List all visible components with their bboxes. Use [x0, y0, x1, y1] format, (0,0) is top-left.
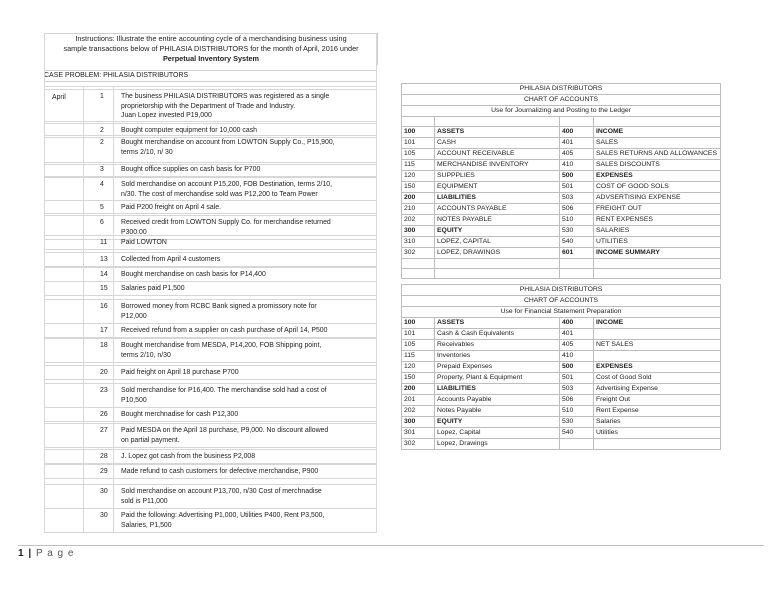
account-name: Lopez, Capital — [435, 428, 560, 439]
account-row — [402, 439, 721, 450]
row-divider — [44, 338, 376, 339]
account-code: 120 — [402, 171, 435, 182]
column-divider — [113, 86, 114, 533]
account-name: INCOME — [594, 318, 721, 329]
transaction-description: P10,500 — [121, 396, 147, 404]
row-divider — [44, 484, 376, 485]
account-name: SALES DISCOUNTS — [594, 160, 721, 171]
account-row — [402, 182, 721, 193]
transaction-description: Sold merchandise on account P15,200, FOB Destination, terms 2/10, — [121, 181, 333, 188]
transaction-description: Juan Lopez invested P19,000 — [121, 112, 212, 119]
account-code: 503 — [560, 193, 594, 204]
account-name: FREIGHT OUT — [594, 204, 721, 215]
account-name: RENT EXPENSES — [594, 215, 721, 226]
row-divider — [44, 508, 376, 509]
account-name: Receivables — [435, 340, 560, 351]
transaction-description: Paid MESDA on the April 18 purchase, P9,000. No discount allowed — [121, 427, 329, 434]
account-code: 100 — [402, 127, 435, 138]
account-code: 503 — [560, 384, 594, 395]
row-divider — [44, 464, 376, 465]
transaction-description: n/30. The cost of merchandise sold was P12,200 to Team Power — [121, 190, 318, 198]
row-divider — [44, 295, 376, 296]
account-code: 302 — [402, 248, 435, 259]
blank-row — [402, 259, 721, 269]
coa-ledger-title: CHART OF ACCOUNTS — [402, 95, 721, 106]
account-name: Advertising Expense — [594, 384, 721, 395]
account-code: 202 — [402, 406, 435, 417]
row-divider — [44, 252, 376, 253]
account-name: ACCOUNT RECEIVABLE — [435, 149, 560, 160]
account-code: 105 — [402, 340, 435, 351]
account-code: 300 — [402, 417, 435, 428]
account-code: 150 — [402, 182, 435, 193]
account-name — [594, 329, 721, 340]
account-code: 310 — [402, 237, 435, 248]
account-code: 120 — [402, 362, 435, 373]
transaction-description: proprietorship with the Department of Trade and Industry. — [121, 102, 296, 110]
account-row — [402, 395, 721, 406]
row-divider — [44, 365, 376, 366]
coa-ledger-company: PHILASIA DISTRIBUTORS — [402, 84, 721, 95]
account-name: MERCHANDISE INVENTORY — [435, 160, 560, 171]
account-name: Notes Payable — [435, 406, 560, 417]
account-code: 506 — [560, 204, 594, 215]
account-code: 410 — [560, 351, 594, 362]
account-code: 401 — [560, 138, 594, 149]
account-name: SUPPPLIES — [435, 171, 560, 182]
transaction-day: 29 — [100, 468, 108, 475]
month-label: April — [52, 94, 66, 101]
account-code: 501 — [560, 182, 594, 193]
account-code: 210 — [402, 204, 435, 215]
transaction-description: Paid freight on April 18 purchase P700 — [121, 369, 239, 376]
empty-cell — [435, 269, 560, 279]
account-name: COST OF GOOD SOLS — [594, 182, 721, 193]
account-code: 200 — [402, 193, 435, 204]
account-name — [594, 439, 721, 450]
transaction-day: 28 — [100, 453, 108, 460]
empty-cell — [435, 259, 560, 269]
account-name: Salaries — [594, 417, 721, 428]
transaction-description: Bought merchandise from MESDA, P14,200, FOB Shipping point, — [121, 342, 322, 349]
account-code: 202 — [402, 215, 435, 226]
row-divider — [44, 299, 376, 300]
account-code: 601 — [560, 248, 594, 259]
account-row — [402, 127, 721, 138]
row-divider — [44, 407, 376, 408]
account-name: EQUIPMENT — [435, 182, 560, 193]
row-divider — [44, 449, 376, 450]
row-divider — [44, 123, 376, 124]
transaction-day: 26 — [100, 411, 108, 418]
account-code: 105 — [402, 149, 435, 160]
account-name: ASSETS — [435, 318, 560, 329]
chart-of-accounts-financial-statement — [401, 284, 721, 450]
account-code: 405 — [560, 340, 594, 351]
account-name: INCOME — [594, 127, 721, 138]
account-name: Utilities — [594, 428, 721, 439]
transaction-day: 3 — [100, 166, 104, 173]
transaction-description: terms 2/10, n/30 — [121, 351, 171, 359]
transaction-day: 13 — [100, 256, 108, 263]
account-name: LOPEZ, DRAWINGS — [435, 248, 560, 259]
empty-cell — [594, 259, 721, 269]
row-divider — [44, 200, 376, 201]
transaction-day: 5 — [100, 204, 104, 211]
transaction-description: Paid LOWTON — [121, 239, 167, 246]
account-code: 540 — [560, 237, 594, 248]
account-code: 501 — [560, 373, 594, 384]
page-label: P a g e — [35, 548, 75, 559]
transaction-description: Paid P200 freight on April 4 sale. — [121, 204, 221, 211]
account-row — [402, 138, 721, 149]
transaction-description: Sold merchandise for P16,400. The merchandise sold had a cost of — [121, 387, 327, 394]
chart-of-accounts-ledger — [401, 83, 721, 279]
transaction-description: Salaries paid P1,500 — [121, 285, 185, 292]
transaction-description: Bought merchandise on account from LOWTON Supply Co., P15,900, — [121, 139, 335, 146]
transaction-description: P12,000 — [121, 312, 147, 320]
empty-cell — [560, 259, 594, 269]
account-code: 201 — [402, 395, 435, 406]
account-code: 506 — [560, 395, 594, 406]
account-row — [402, 373, 721, 384]
column-divider — [376, 33, 377, 533]
account-name: LIABILITIES — [435, 193, 560, 204]
transaction-day: 18 — [100, 342, 108, 349]
account-row — [402, 171, 721, 182]
instructions-line-1: Instructions: Illustrate the entire accounting cycle of a merchandising business using — [75, 34, 347, 43]
account-name: LIABILITIES — [435, 384, 560, 395]
account-name: EXPENSES — [594, 171, 721, 182]
transaction-day: 1 — [100, 93, 104, 100]
transaction-description: sold is P11,000 — [121, 497, 168, 505]
transaction-description: Salaries, P1,500 — [121, 521, 172, 529]
account-code: 405 — [560, 149, 594, 160]
row-divider — [44, 177, 376, 178]
account-code: 302 — [402, 439, 435, 450]
row-divider — [44, 135, 376, 136]
account-row — [402, 428, 721, 439]
case-problem-heading: CASE PROBLEM: PHILASIA DISTRIBUTORS — [44, 70, 376, 82]
account-name: SALARIES — [594, 226, 721, 237]
account-code: 510 — [560, 215, 594, 226]
row-divider — [44, 383, 376, 384]
empty-cell — [402, 269, 435, 279]
transaction-description: terms 2/10, n/ 30 — [121, 148, 173, 156]
row-divider — [44, 423, 376, 424]
account-code: 540 — [560, 428, 594, 439]
account-name: EXPENSES — [594, 362, 721, 373]
transaction-description: Made refund to cash customers for defective merchandise, P900 — [121, 468, 319, 475]
account-name: LOPEZ, CAPITAL — [435, 237, 560, 248]
account-row — [402, 237, 721, 248]
account-row — [402, 417, 721, 428]
account-name: SALES — [594, 138, 721, 149]
transaction-description: Sold merchandise on account P13,700, n/30 Cost of merchnadise — [121, 488, 322, 495]
account-name: Inventories — [435, 351, 560, 362]
account-row — [402, 248, 721, 259]
transaction-day: 2 — [100, 127, 104, 134]
row-divider — [44, 323, 376, 324]
row-divider — [44, 267, 376, 268]
account-name: Freight Out — [594, 395, 721, 406]
page-separator: | — [28, 548, 33, 559]
account-name: NET SALES — [594, 340, 721, 351]
transaction-description: P300.00 — [121, 228, 147, 236]
page-footer — [18, 548, 74, 559]
transaction-description: on partial payment. — [121, 436, 180, 444]
row-divider — [44, 249, 376, 250]
row-divider — [44, 281, 376, 282]
account-code: 530 — [560, 417, 594, 428]
account-row — [402, 226, 721, 237]
instructions-line-2: sample transactions below of PHILASIA DISTRIBUTORS for the month of April, 2016 under — [63, 44, 359, 53]
account-code: 115 — [402, 160, 435, 171]
row-divider — [44, 421, 376, 422]
account-code: 101 — [402, 138, 435, 149]
account-code: 500 — [560, 171, 594, 182]
account-name: ACCOUNTS PAYABLE — [435, 204, 560, 215]
account-code: 100 — [402, 318, 435, 329]
row-divider — [44, 121, 376, 122]
transaction-day: 14 — [100, 271, 108, 278]
transaction-day: 16 — [100, 303, 108, 310]
account-name: CASH — [435, 138, 560, 149]
transaction-day: 23 — [100, 387, 108, 394]
account-code: 401 — [560, 329, 594, 340]
account-name: Rent Expense — [594, 406, 721, 417]
transaction-day: 27 — [100, 427, 108, 434]
account-code: 400 — [560, 318, 594, 329]
transaction-description: The business PHILASIA DISTRIBUTORS was registered as a single — [121, 93, 330, 100]
column-divider — [44, 33, 45, 533]
transaction-description: Received credit from LOWTON Supply Co. for merchandise returned — [121, 219, 331, 226]
transaction-day: 17 — [100, 327, 108, 334]
coa-ledger-subtitle: Use for Journalizing and Posting to the Ledger — [402, 106, 721, 117]
account-row — [402, 351, 721, 362]
account-name: Cash & Cash Equivalents — [435, 329, 560, 340]
transaction-day: 30 — [100, 488, 108, 495]
transaction-description: Collected from April 4 customers — [121, 256, 221, 263]
account-row — [402, 193, 721, 204]
account-name — [594, 351, 721, 362]
account-row — [402, 406, 721, 417]
account-row — [402, 340, 721, 351]
account-code: 300 — [402, 226, 435, 237]
transaction-day: 6 — [100, 219, 104, 226]
account-row — [402, 160, 721, 171]
transaction-day: 30 — [100, 512, 108, 519]
row-divider — [44, 379, 376, 380]
empty-cell — [594, 269, 721, 279]
row-divider — [44, 162, 376, 163]
account-name: INCOME SUMMARY — [594, 248, 721, 259]
account-row — [402, 149, 721, 160]
transaction-description: J. Lopez got cash from the business P2,008 — [121, 453, 256, 460]
account-code: 510 — [560, 406, 594, 417]
account-code: 301 — [402, 428, 435, 439]
account-code: 200 — [402, 384, 435, 395]
coa-fs-subtitle: Use for Financial Statement Preparation — [402, 307, 721, 318]
transaction-description: Bought office supplies on cash basis for P700 — [121, 166, 261, 173]
account-code: 400 — [560, 127, 594, 138]
account-code: 101 — [402, 329, 435, 340]
row-divider — [44, 215, 376, 216]
account-name: ADVSERTISING EXPENSE — [594, 193, 721, 204]
account-row — [402, 204, 721, 215]
empty-cell — [560, 269, 594, 279]
account-name: SALES RETURNS AND ALLOWANCES — [594, 149, 721, 160]
account-row — [402, 384, 721, 395]
account-name: EQUITY — [435, 417, 560, 428]
account-name: Prepaid Expenses — [435, 362, 560, 373]
account-name: Cost of Good Sold — [594, 373, 721, 384]
transaction-description: Bought merchandise on cash basis for P14,400 — [121, 271, 266, 278]
row-divider — [44, 89, 376, 90]
account-row — [402, 215, 721, 226]
account-code: 410 — [560, 160, 594, 171]
account-row — [402, 329, 721, 340]
transaction-description: Borrowed money from RCBC Bank signed a promissory note for — [121, 303, 317, 310]
transaction-day: 20 — [100, 369, 108, 376]
instructions-line-3: Perpetual Inventory System — [162, 54, 260, 63]
account-name: Lopez, Drawings — [435, 439, 560, 450]
footer-divider — [18, 545, 764, 546]
column-divider — [83, 86, 84, 533]
account-row — [402, 362, 721, 373]
account-name: NOTES PAYABLE — [435, 215, 560, 226]
transaction-description: Paid the following: Advertising P1,000, Utilities P400, Rent P3,500, — [121, 512, 325, 519]
account-code: 530 — [560, 226, 594, 237]
transaction-day: 15 — [100, 285, 108, 292]
account-code: 150 — [402, 373, 435, 384]
instructions-box — [44, 33, 378, 65]
row-divider — [44, 213, 376, 214]
transaction-day: 11 — [100, 239, 108, 246]
empty-cell — [402, 259, 435, 269]
transaction-day: 4 — [100, 181, 104, 188]
page-number: 1 — [18, 548, 25, 559]
account-name: Property, Plant & Equipment — [435, 373, 560, 384]
row-divider — [44, 478, 376, 479]
coa-fs-title: CHART OF ACCOUNTS — [402, 296, 721, 307]
transaction-description: Bought merchnadise for cash P12,300 — [121, 411, 239, 418]
blank-row — [402, 269, 721, 279]
account-name: Accounts Payable — [435, 395, 560, 406]
row-divider — [44, 86, 376, 87]
coa-fs-company: PHILASIA DISTRIBUTORS — [402, 285, 721, 296]
row-divider — [44, 447, 376, 448]
account-code: 500 — [560, 362, 594, 373]
transaction-day: 2 — [100, 139, 104, 146]
transaction-description: Received refund from a supplier on cash purchase of April 14, P500 — [121, 327, 328, 334]
transaction-description: Bought computer equipment for 10,000 cash — [121, 127, 257, 134]
account-code: 115 — [402, 351, 435, 362]
row-divider — [44, 362, 376, 363]
account-name: ASSETS — [435, 127, 560, 138]
account-row — [402, 318, 721, 329]
account-name: UTILITIES — [594, 237, 721, 248]
account-code — [560, 439, 594, 450]
row-divider — [44, 532, 376, 533]
account-name: EQUITY — [435, 226, 560, 237]
